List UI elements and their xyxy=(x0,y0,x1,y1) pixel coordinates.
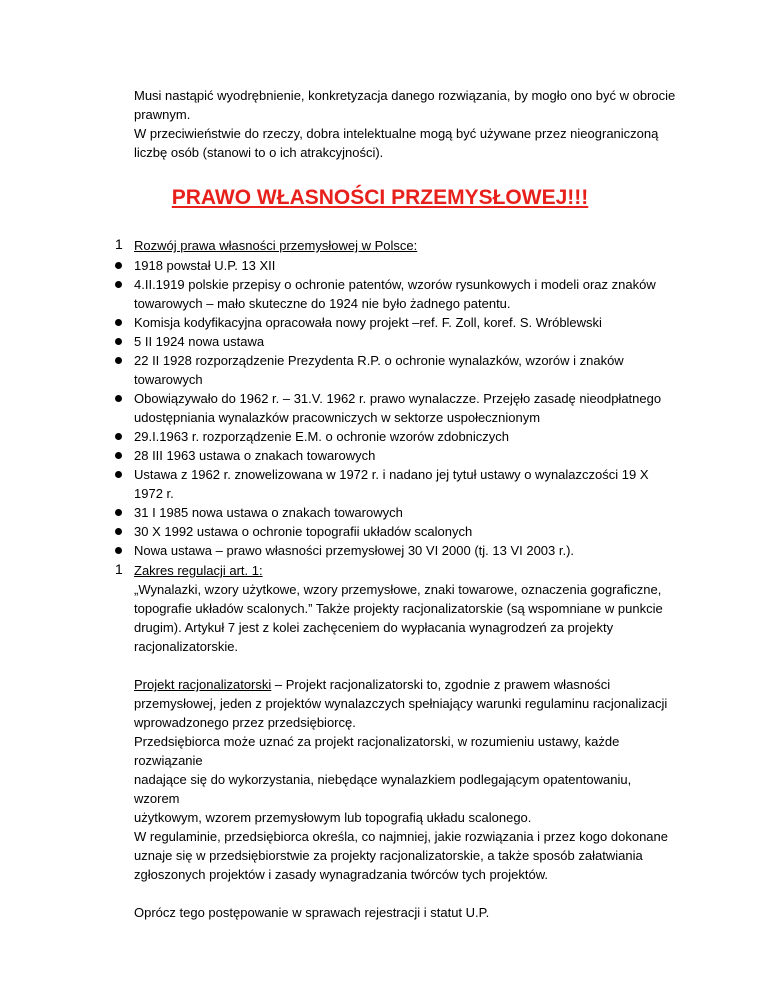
paragraph-gap xyxy=(134,656,674,675)
definition-line: wprowadzonego przez przedsiębiorcę. xyxy=(134,715,356,730)
list-item: 31 I 1985 nowa ustawa o znakach towarowych xyxy=(0,503,679,522)
bullet-icon xyxy=(115,509,122,516)
quote-line: topografie układów scalonych.” Także projekty racjonalizatorskie (są wspomniane w punkcie xyxy=(134,601,663,616)
definition-line: Projekt racjonalizatorski – Projekt racjonalizatorski to, zgodnie z prawem własności xyxy=(134,677,611,692)
definition-line: W regulaminie, przedsiębiorca określa, co najmniej, jakie rozwiązania i przez kogo dokonane xyxy=(134,829,668,844)
definition-line: zgłoszonych projektów i zasady wynagradzania twórców tych projektów. xyxy=(134,867,549,882)
quote-line: drugim). Artykuł 7 jest z kolei zachęceniem do wypłacania wynagrodzeń za projekty xyxy=(134,620,614,635)
bullet-icon xyxy=(115,547,122,554)
main-title: PRAWO WŁASNOŚCI PRZEMYSŁOWEJ!!! xyxy=(171,186,589,209)
list-item: Ustawa z 1962 r. znowelizowana w 1972 r. i nadano jej tytuł ustawy o wynalazczości 19 X 1972 r. xyxy=(0,465,679,503)
section-number: 1 xyxy=(115,561,123,577)
quote-line: racjonalizatorskie. xyxy=(134,639,239,654)
list-item: 4.II.1919 polskie przepisy o ochronie patentów, wzorów rysunkowych i modeli oraz znaków towarowych – mało skuteczne do 1924 nie było żadnego patentu. xyxy=(0,275,679,313)
section-number: 1 xyxy=(115,236,123,252)
closing-line: Oprócz tego postępowanie w sprawach rejestracji i statut U.P. xyxy=(134,905,490,920)
list-item: 29.I.1963 r. rozporządzenie E.M. o ochronie wzorów zdobniczych xyxy=(0,427,679,446)
scope-body xyxy=(134,580,674,922)
intro-line: Musi nastąpić wyodrębnienie, konkretyzacja danego rozwiązania, by mogło ono być w obrocie xyxy=(134,88,676,103)
section-heading: Zakres regulacji art. 1: xyxy=(134,563,263,578)
bullet-icon xyxy=(115,319,122,326)
intro-line: W przeciwieństwie do rzeczy, dobra intelektualne mogą być używane przez nieograniczoną xyxy=(134,126,659,141)
quote-line: „Wynalazki, wzory użytkowe, wzory przemysłowe, znaki towarowe, oznaczenia gograficzne, xyxy=(134,582,662,597)
list-item: 5 II 1924 nowa ustawa xyxy=(0,332,679,351)
bullet-icon xyxy=(115,338,122,345)
intro-line: liczbę osób (stanowi to o ich atrakcyjności). xyxy=(134,145,384,160)
definition-term: Projekt racjonalizatorski xyxy=(134,677,272,692)
list-item: 22 II 1928 rozporządzenie Prezydenta R.P. o ochronie wynalazków, wzorów i znaków towarowych xyxy=(0,351,679,389)
definition-line: nadające się do wykorzystania, niebędące wynalazkiem podlegającym opatentowaniu, wzorem xyxy=(134,772,632,806)
intro-line: prawnym. xyxy=(134,107,191,122)
bullet-icon xyxy=(115,262,122,269)
list-item: 1918 powstał U.P. 13 XII xyxy=(0,256,679,275)
bullet-list xyxy=(0,256,760,560)
bullet-icon xyxy=(115,281,122,288)
definition-line: Przedsiębiorca może uznać za projekt racjonalizatorski, w rozumieniu ustawy, każde rozwiązanie xyxy=(134,734,620,768)
list-item: Komisja kodyfikacyjna opracowała nowy projekt –ref. F. Zoll, koref. S. Wróblewski xyxy=(0,313,679,332)
bullet-icon xyxy=(115,433,122,440)
section-heading: Rozwój prawa własności przemysłowej w Polsce: xyxy=(134,238,418,253)
bullet-icon xyxy=(115,471,122,478)
list-item: Nowa ustawa – prawo własności przemysłowej 30 VI 2000 (tj. 13 VI 2003 r.). xyxy=(0,541,679,560)
definition-line: przemysłowej, jeden z projektów wynalazczych spełniający warunki regulaminu racjonalizacji xyxy=(134,696,668,711)
bullet-icon xyxy=(115,395,122,402)
list-item: 30 X 1992 ustawa o ochronie topografii układów scalonych xyxy=(0,522,679,541)
paragraph-gap xyxy=(134,884,674,903)
bullet-icon xyxy=(115,528,122,535)
intro-paragraph xyxy=(134,86,694,162)
definition-line: uznaje się w przedsiębiorstwie za projekty racjonalizatorskie, a także sposób załatwiania xyxy=(134,848,643,863)
list-item: Obowiązywało do 1962 r. – 31.V. 1962 r. prawo wynalaczze. Przejęło zasadę nieodpłatnego udostępniania wynalazków pracowniczych w sektorze uspołecznionym xyxy=(0,389,679,427)
bullet-icon xyxy=(115,357,122,364)
list-item: 28 III 1963 ustawa o znakach towarowych xyxy=(0,446,679,465)
definition-line: użytkowym, wzorem przemysłowym lub topografią układu scalonego. xyxy=(134,810,532,825)
bullet-icon xyxy=(115,452,122,459)
